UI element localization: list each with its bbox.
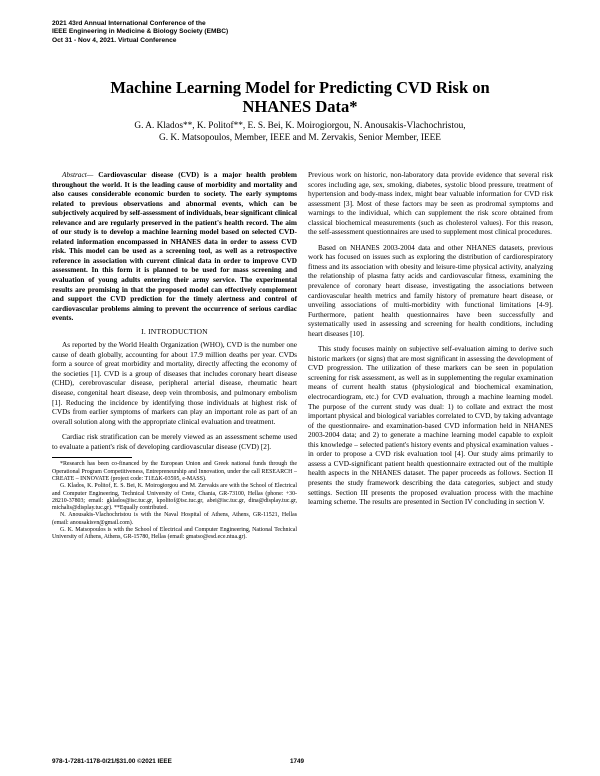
left-column [52,170,297,542]
conference-header [52,20,372,45]
title-line-2: NHANES Data* [242,97,358,116]
footnote-divider [52,457,132,458]
footnotes [52,461,297,541]
abstract [52,170,297,323]
author-list [70,120,530,144]
title-line-1: Machine Learning Model for Predicting CVD Risk on [110,78,490,97]
intro-paragraph-2: Cardiac risk stratification can be merely viewed as an assessment scheme used to evaluate a patient's risk of developing cardiovascular disease (CVD) [2]. [52,432,297,451]
paper-title [60,78,540,116]
footer-isbn: 978-1-7281-1178-0/21/$31.00 ©2021 IEEE [52,758,172,765]
abstract-label: Abstract— [62,170,94,179]
intro-paragraph-1: As reported by the World Health Organization (WHO), CVD is the number one cause of death globally, accounting for about 17.9 million deaths per year. CVDs form a source of great morbidity and mortality, directly affecting the economy of the societies [1]. CVD is a group of diseases that includes coronary heart disease (CHD), cerebrovascular disease, peripheral arterial disease, rheumatic heart disease, congenital heart disease, deep vein thrombosis, and pulmonary embolism [1]. Reducing the incidence by identifying those individuals at highest risk of CVDs from earlier symptoms of markers can play an important role as part of an overall solution along with the appropriate clinical evaluation and treatment. [52,340,297,426]
authors-line-1: G. A. Klados**, K. Politof**, E. S. Bei, K. Moirogiorgou, N. Anousakis-Vlachochristou, [134,121,466,131]
authors-line-2: G. K. Matsopoulos, Member, IEEE and M. Zervakis, Senior Member, IEEE [159,133,441,143]
section-heading-introduction: I. INTRODUCTION [141,326,208,336]
footnote-affiliation-naval: N. Anousakis-Vlachochristou is with the Naval Hospital of Athens, Athens, GR-11521, Hellas (email: anousakisvn@gmail.com). [52,512,297,526]
conference-line-2: IEEE Engineering in Medicine & Biology Society (EMBC) [52,28,229,36]
right-paragraph-2: Based on NHANES 2003-2004 data and other NHANES datasets, previous work has focused on issues such as exploring the distribution of cardiorespiratory fitness and its association with obesity and leisure-time physical activity, analyzing the relationship of plasma fatty acids and cardiovascular fitness, examining the prevalence of coronary heart disease, investigating the associations between cardiovascular health metrics and family history of premature heart disease, or unveiling associations of multi-morbidity with functional limitations [4-9]. Furthermore, patient health questionnaires have been successfully and systematically used in assessing and screening for health conditions, including heart diseases [10]. [308,242,553,338]
footer-page-number: 1749 [290,758,305,765]
footnote-funding: *Research has been co-financed by the European Union and Greek national funds through the Operational Program Competitiveness, Entrepreneurship and Innovation, under the call RESEARCH – CREATE – INNOVATE (project code: T1EΔK-03595, e-MASS). [52,461,297,482]
footnote-affiliation-ntua: G. K. Matsopoulos is with the School of Electrical and Computer Engineering, National Technical University of Athens, Athens, GR-15780, Hellas (email: gmatso@esd.ece.ntua.gr). [52,526,297,541]
footnote-affiliation-tuc: G. Klados, K. Politof, E. S. Bei, K. Moirogiorgou and M. Zervakis are with the School of Electrical and Computer Engineering, Technical University of Crete, Chania, GR-73100, Hellas (phone: +30-28210-37803; email: gklados@isc.tuc.gr, kpolitof@isc.tuc.gr, abei@isc.tuc.gr, dina@display.tuc.gr, michalis@display.tuc.gr). **Equally contributed. [52,483,297,512]
abstract-text: Cardiovascular disease (CVD) is a major health problem throughout the world. It is the leading cause of morbidity and mortality and also causes considerable economic burden to society. The early symptoms related to previous observations and abnormal events, which can be subjectively acquired by self-assessment of individuals, bear significant clinical relevance and are regularly preserved in the patient's health record. The aim of our study is to develop a machine learning model based on selected CVD-related information encompassed in NHANES data in order to assess CVD risk. This model can be used as a screening tool, as well as a retrospective reference in association with current clinical data in order to improve CVD assessment. In this form it is planned to be used for mass screening and evaluation of young adults entering their army service. The experimental results are promising in that the proposed model can effectively complement and support the CVD prediction for the timely alertness and control of cardiovascular problems aiming to prevent the occurrence of serious cardiac events. [52,170,297,323]
right-paragraph-3: This study focuses mainly on subjective self-evaluation aiming to derive such historic markers (or signs) that are most significant in assessing the development of CVD progression. The utilization of these markers can be seen in population screening for risk assessment, as well as in supplementing the regular examination means of current health status (physiological and biochemical examination, electrocardiogram, etc.) for CVD evaluation, through a machine learning model. The purpose of the current study was dual: 1) to collate and extract the most important physical and biological variables correlated to CVD, by taking advantage of the questionnaire- and examination-based CVD information held in NHANES 2003-2004 data; and 2) to generate a machine learning model capable to exploit this knowledge – selected patient's history events and physical examination values - in order to propose a CVD risk evaluation tool [4]. Our study aims primarily to assess a CVD-significant patient health questionnaire extracted out of the multiple health aspects in the NHANES dataset. The paper proceeds as follows. Section II presents the study framework describing the data categories, subject and study settings. Section III presents the proposed evaluation process with the machine learning scheme. The results are presented in Section IV concluding in section V. [308,344,553,507]
conference-line-3: Oct 31 - Nov 4, 2021. Virtual Conference [52,36,177,44]
right-column [308,170,553,513]
conference-line-1: 2021 43rd Annual International Conference of the [52,20,206,27]
right-paragraph-1: Previous work on historic, non-laboratory data provide evidence that several risk scores including age, sex, smoking, diabetes, systolic blood pressure, treatment of hypertension and body-mass index, might bear valuable information for CVD risk assessment [3]. Most of these factors may be seen as prodromal symptoms and warnings to the individual, which can supplement the risk score obtained from classical biochemical measurements (such as cholesterol values). For this reason, the self-assessment questionnaires are used to supplement most clinical procedures. [308,170,553,237]
